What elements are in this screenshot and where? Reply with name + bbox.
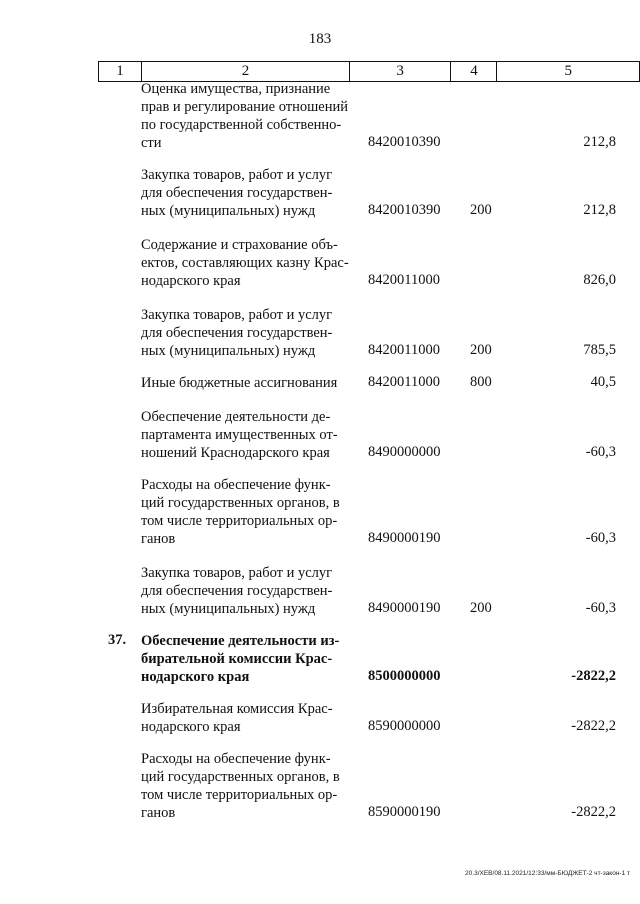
page-number: 183	[308, 31, 332, 47]
row-description	[141, 236, 355, 290]
description-line: прав и регулирование отношений	[141, 99, 349, 115]
row-description	[141, 632, 355, 686]
row-description	[141, 476, 355, 548]
description-line: Избирательная комиссия Крас-	[141, 701, 333, 717]
row-description	[141, 374, 355, 392]
row-target-code: 8420011000	[368, 342, 440, 358]
row-target-code: 8500000000	[368, 668, 441, 684]
row-target-code: 8420010390	[368, 134, 441, 150]
description-line: нодарского края	[141, 719, 241, 735]
column-header-5: 5	[497, 62, 640, 82]
description-line: нодарского края	[141, 669, 250, 685]
description-line: нодарского края	[141, 273, 241, 289]
row-amount: 785,5	[583, 342, 616, 358]
description-line: ных (муниципальных) нужд	[141, 343, 316, 359]
row-target-code: 8420011000	[368, 272, 440, 288]
description-line: ций государственных органов, в	[141, 769, 340, 785]
row-target-code: 8420010390	[368, 202, 441, 218]
description-line: ношений Краснодарского края	[141, 445, 330, 461]
row-description	[141, 166, 355, 220]
description-line: ектов, составляющих казну Крас-	[141, 255, 349, 271]
row-target-code: 8420011000	[368, 374, 440, 390]
row-amount: -60,3	[585, 530, 616, 546]
row-amount: 212,8	[583, 134, 616, 150]
row-description	[141, 564, 355, 618]
row-description	[141, 80, 355, 152]
description-line: Закупка товаров, работ и услуг	[141, 307, 333, 323]
description-line: том числе территориальных ор-	[141, 513, 338, 529]
description-line: том числе территориальных ор-	[141, 787, 338, 803]
row-amount: -2822,2	[571, 668, 616, 684]
description-line: Иные бюджетные ассигнования	[141, 375, 338, 391]
document-footer-code: 20.3/XEB/08.11.2021/12:33/мм-БЮДЖЕТ-2 чт-закон-1 т	[465, 870, 630, 877]
row-amount: 40,5	[590, 374, 616, 390]
description-line: Обеспечение деятельности из-	[141, 633, 340, 649]
row-number: 37.	[108, 632, 127, 648]
row-description	[141, 306, 355, 360]
row-target-code: 8490000190	[368, 600, 441, 616]
column-header-table	[98, 61, 640, 82]
row-amount: -60,3	[585, 600, 616, 616]
column-header-1: 1	[99, 62, 142, 82]
row-target-code: 8590000000	[368, 718, 441, 734]
row-amount: 212,8	[583, 202, 616, 218]
row-description	[141, 408, 355, 462]
row-target-code: 8590000190	[368, 804, 441, 820]
description-line: Закупка товаров, работ и услуг	[141, 565, 333, 581]
row-description	[141, 750, 355, 822]
column-header-row	[99, 62, 640, 82]
description-line: ганов	[141, 531, 176, 547]
description-line: для обеспечения государствен-	[141, 185, 333, 201]
column-header-4: 4	[451, 62, 497, 82]
description-line: для обеспечения государствен-	[141, 325, 333, 341]
column-header-3: 3	[349, 62, 451, 82]
description-line: ций государственных органов, в	[141, 495, 340, 511]
row-amount: -2822,2	[571, 804, 616, 820]
description-line: партамента имущественных от-	[141, 427, 338, 443]
row-description	[141, 700, 355, 736]
row-expense-type: 200	[470, 202, 492, 218]
description-line: Обеспечение деятельности де-	[141, 409, 331, 425]
description-line: для обеспечения государствен-	[141, 583, 333, 599]
description-line: Расходы на обеспечение функ-	[141, 477, 331, 493]
description-line: сти	[141, 135, 162, 151]
column-header-2: 2	[142, 62, 350, 82]
description-line: ных (муниципальных) нужд	[141, 203, 316, 219]
row-expense-type: 200	[470, 600, 492, 616]
description-line: Содержание и страхование объ-	[141, 237, 338, 253]
description-line: бирательной комиссии Крас-	[141, 651, 333, 667]
description-line: Оценка имущества, признание	[141, 81, 331, 97]
row-amount: -2822,2	[571, 718, 616, 734]
row-expense-type: 200	[470, 342, 492, 358]
description-line: Расходы на обеспечение функ-	[141, 751, 331, 767]
row-expense-type: 800	[470, 374, 492, 390]
description-line: ных (муниципальных) нужд	[141, 601, 316, 617]
row-amount: 826,0	[583, 272, 616, 288]
row-amount: -60,3	[585, 444, 616, 460]
row-target-code: 8490000190	[368, 530, 441, 546]
description-line: Закупка товаров, работ и услуг	[141, 167, 333, 183]
description-line: ганов	[141, 805, 176, 821]
description-line: по государственной собственно-	[141, 117, 342, 133]
row-target-code: 8490000000	[368, 444, 441, 460]
